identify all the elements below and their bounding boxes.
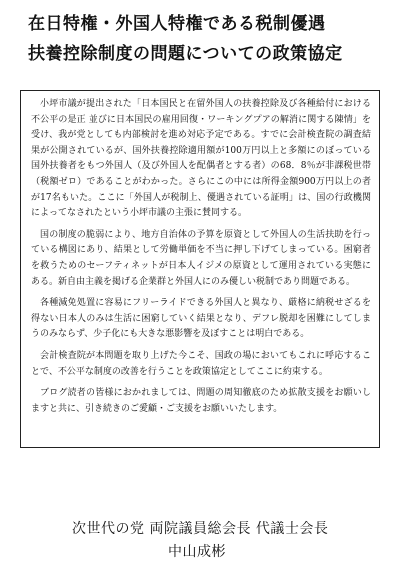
paragraph-free-ride: 各種減免処置に容易にフリーライドできる外国人と異なり、厳格に納税せざるを得ない日本人のみは生活に困窮していく結果となり、デフレ脱却を困難にしてしまうのみならず、少子化にも大きな悪影響を及ぼすことは明白である。 [31, 298, 371, 340]
signature-title: 次世代の党 両院議員総会長 代議士会長 [72, 521, 329, 537]
paragraph-blog-readers: ブログ読者の皆様におかれましては、問題の周知徹底のため拡散支援をお願いしますと共に、引き続きのご愛顧・ご支援をお願いいたします。 [31, 388, 371, 414]
paragraph-petition: 小坪市議が提出された「日本国民と在留外国人の扶養控除及び各種給付における不公平の是正 並びに日本国民の雇用回復・ワーキングプアの解消に関する陳情」を受け、我が党としても内部検討を進め対応予定である。すでに会計検査院の調査結果が公開されているが、国外扶養控除適用額が100万円以上と多額にのぼっている国外扶養者をもつ外国人（及び外国人を配偶者とする者）の68．8％が非課税世帯（税額ゼロ）であることがわかった。さらにこの中には所得金額900万円以上の者が17名もいた。ここに「外国人が税制上、優遇されている証明」は、国の行政機関によってなされたという小坪市議の主張に賛同する。 [31, 99, 371, 219]
document-title-line-1: 在日特権・外国人特権である税制優遇 [28, 14, 326, 34]
signature-name: 中山成彬 [168, 544, 226, 560]
document-title-line-2: 扶養控除制度の問題についての政策協定 [28, 44, 343, 64]
paragraph-agreement: 会計検査院が本問題を取り上げた今こそ、国政の場においてもこれに呼応することで、不公平な制度の改善を行うことを政策協定としてここに約束する。 [31, 350, 371, 377]
paragraph-safety-net: 国の制度の脆弱により、地方自治体の予算を原資として外国人の生活扶助を行っている構図にあり、結果として労働単価を不当に押し下げてしまっている。困窮者を救うためのセーフティネットが日本人イジメの原資として運用されている実態にある。新自由主義を掲げる企業群と外国人にのみ優しい税制であり問題である。 [31, 229, 371, 287]
policy-text-box [20, 90, 380, 448]
